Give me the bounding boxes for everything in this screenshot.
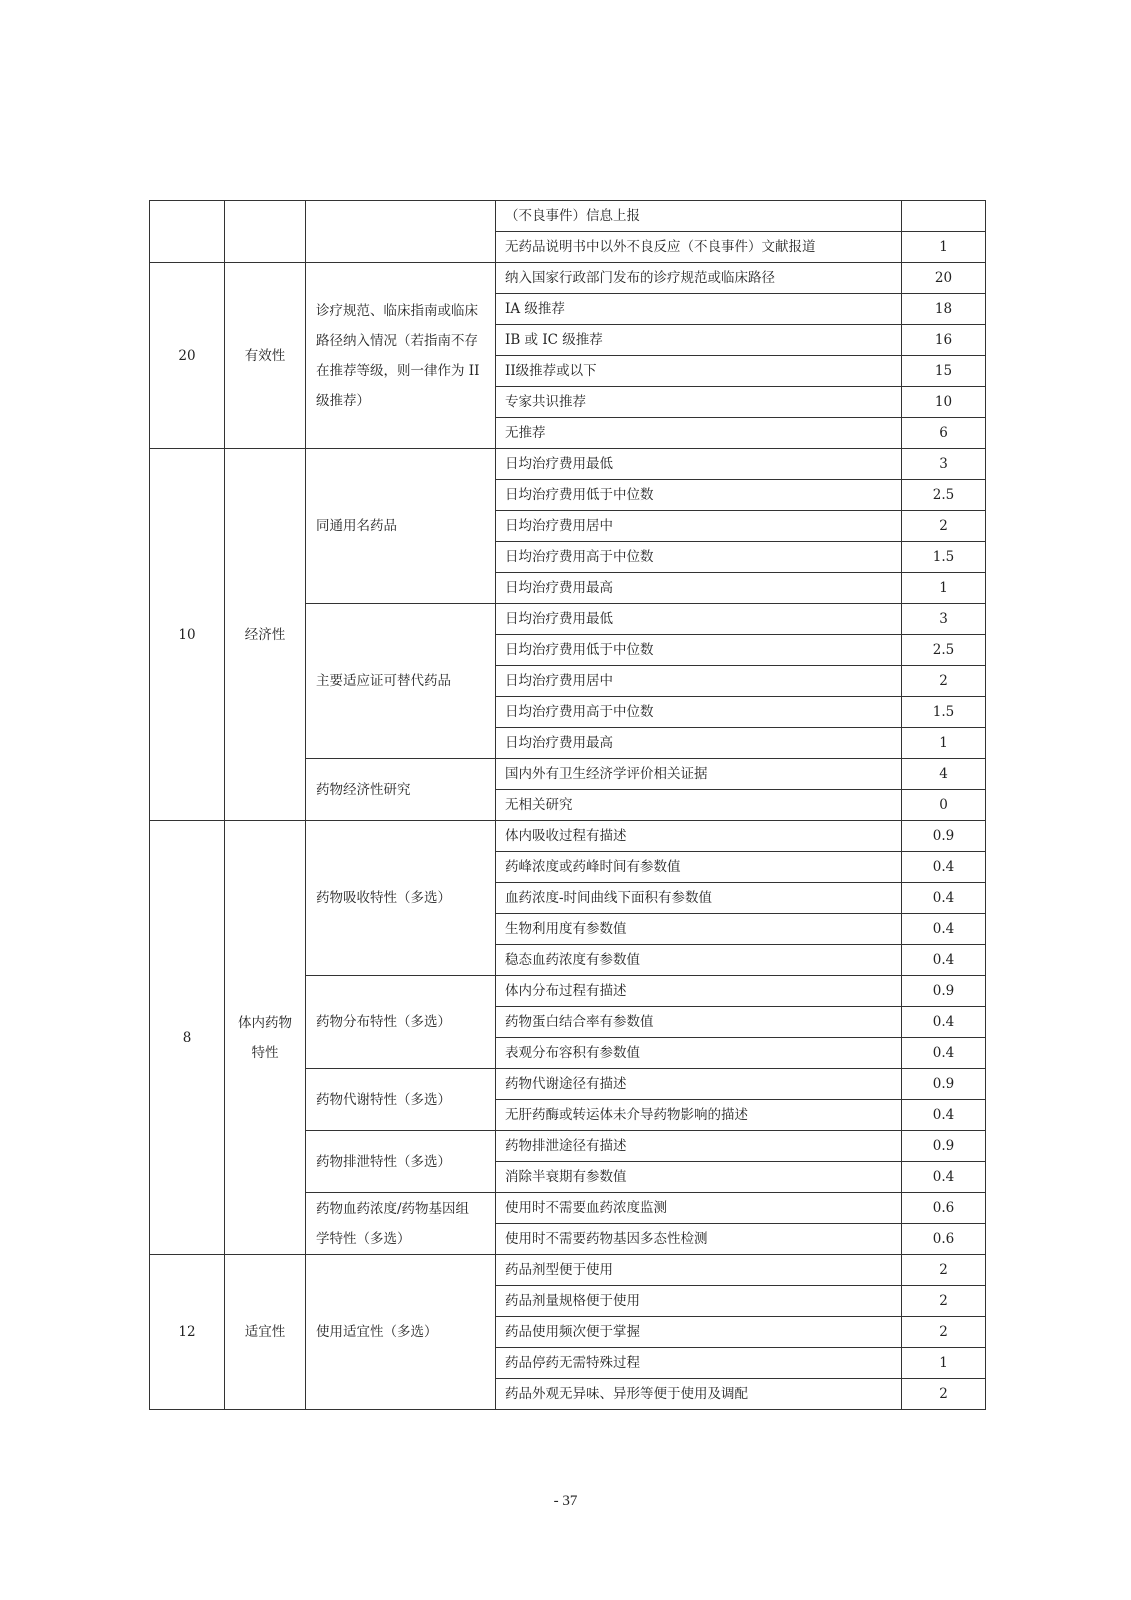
item-cell: 日均治疗费用高于中位数	[496, 697, 902, 728]
item-cell: 生物利用度有参数值	[496, 914, 902, 945]
item-cell: 使用时不需要药物基因多态性检测	[496, 1224, 902, 1255]
subcategory-cell	[306, 263, 496, 449]
category-cell: 经济性	[225, 449, 306, 821]
score-cell: 0.4	[902, 1038, 986, 1069]
category-cell	[225, 821, 306, 1255]
item-cell: 使用时不需要血药浓度监测	[496, 1193, 902, 1224]
score-cell: 1	[902, 573, 986, 604]
subcategory-line: 诊疗规范、临床指南或临床	[316, 302, 478, 319]
score-cell: 1	[902, 232, 986, 263]
score-cell: 0.9	[902, 1131, 986, 1162]
category-cell: 适宜性	[225, 1255, 306, 1410]
subcategory-cell: 同通用名药品	[306, 449, 496, 604]
score-cell: 1	[902, 728, 986, 759]
subcategory-cell: 主要适应证可替代药品	[306, 604, 496, 759]
item-cell: （不良事件）信息上报	[496, 201, 902, 232]
item-cell: 无肝药酶或转运体未介导药物影响的描述	[496, 1100, 902, 1131]
item-cell: 体内分布过程有描述	[496, 976, 902, 1007]
item-cell: 无药品说明书中以外不良反应（不良事件）文献报道	[496, 232, 902, 263]
item-cell: 无相关研究	[496, 790, 902, 821]
score-cell: 20	[902, 263, 986, 294]
subcategory-cell: 药物分布特性（多选）	[306, 976, 496, 1069]
item-cell: 药物代谢途径有描述	[496, 1069, 902, 1100]
subcategory-line: 药物血药浓度/药物基因组	[316, 1200, 470, 1217]
item-cell: IB 或 IC 级推荐	[496, 325, 902, 356]
weight-cell	[150, 201, 225, 263]
item-cell: 血药浓度-时间曲线下面积有参数值	[496, 883, 902, 914]
subcategory-line: 学特性（多选）	[316, 1230, 411, 1247]
score-cell: 1	[902, 1348, 986, 1379]
subcategory-cell	[306, 1193, 496, 1255]
item-cell: 日均治疗费用最高	[496, 573, 902, 604]
score-cell: 2	[902, 511, 986, 542]
item-cell: 表观分布容积有参数值	[496, 1038, 902, 1069]
subcategory-cell: 使用适宜性（多选）	[306, 1255, 496, 1410]
score-cell: 0.9	[902, 976, 986, 1007]
item-cell: 日均治疗费用最高	[496, 728, 902, 759]
category-line: 体内药物	[238, 1014, 292, 1031]
table-row	[150, 821, 986, 852]
item-cell: 日均治疗费用低于中位数	[496, 635, 902, 666]
score-cell: 0.9	[902, 1069, 986, 1100]
score-cell: 0.4	[902, 1007, 986, 1038]
category-cell	[225, 201, 306, 263]
score-cell: 4	[902, 759, 986, 790]
item-cell: 日均治疗费用居中	[496, 511, 902, 542]
item-cell: 药品剂量规格便于使用	[496, 1286, 902, 1317]
weight-cell: 10	[150, 449, 225, 821]
score-cell: 2	[902, 1379, 986, 1410]
score-cell: 2	[902, 1317, 986, 1348]
score-cell: 0.4	[902, 914, 986, 945]
item-cell: 药物排泄途径有描述	[496, 1131, 902, 1162]
item-cell: 药品停药无需特殊过程	[496, 1348, 902, 1379]
category-cell: 有效性	[225, 263, 306, 449]
subcategory-line: 路径纳入情况（若指南不存	[316, 332, 478, 349]
item-cell: 专家共识推荐	[496, 387, 902, 418]
score-cell: 0.4	[902, 883, 986, 914]
subcategory-cell: 药物代谢特性（多选）	[306, 1069, 496, 1131]
score-cell: 16	[902, 325, 986, 356]
score-cell: 2	[902, 1255, 986, 1286]
subcategory-cell	[306, 201, 496, 263]
item-cell: 日均治疗费用高于中位数	[496, 542, 902, 573]
score-cell: 0.4	[902, 852, 986, 883]
score-cell: 0.4	[902, 945, 986, 976]
item-cell: IA 级推荐	[496, 294, 902, 325]
item-cell: 体内吸收过程有描述	[496, 821, 902, 852]
score-cell: 3	[902, 449, 986, 480]
score-cell: 6	[902, 418, 986, 449]
category-line: 特性	[251, 1044, 279, 1061]
weight-cell: 12	[150, 1255, 225, 1410]
score-cell: 0	[902, 790, 986, 821]
item-cell: II级推荐或以下	[496, 356, 902, 387]
item-cell: 药品剂型便于使用	[496, 1255, 902, 1286]
item-cell: 日均治疗费用最低	[496, 449, 902, 480]
score-cell: 10	[902, 387, 986, 418]
score-cell: 2.5	[902, 635, 986, 666]
item-cell: 纳入国家行政部门发布的诊疗规范或临床路径	[496, 263, 902, 294]
item-cell: 稳态血药浓度有参数值	[496, 945, 902, 976]
item-cell: 药品使用频次便于掌握	[496, 1317, 902, 1348]
score-cell	[902, 201, 986, 232]
table-row	[150, 263, 986, 294]
item-cell: 消除半衰期有参数值	[496, 1162, 902, 1193]
score-cell: 18	[902, 294, 986, 325]
subcategory-cell: 药物吸收特性（多选）	[306, 821, 496, 976]
table-row	[150, 449, 986, 480]
score-cell: 2	[902, 1286, 986, 1317]
score-cell: 3	[902, 604, 986, 635]
item-cell: 无推荐	[496, 418, 902, 449]
score-cell: 2.5	[902, 480, 986, 511]
score-cell: 1.5	[902, 542, 986, 573]
item-cell: 日均治疗费用居中	[496, 666, 902, 697]
subcategory-line: 级推荐）	[316, 392, 370, 409]
subcategory-cell: 药物经济性研究	[306, 759, 496, 821]
table-row	[150, 1255, 986, 1286]
subcategory-line: 在推荐等级，则一律作为 II	[316, 362, 480, 379]
score-cell: 15	[902, 356, 986, 387]
subcategory-cell: 药物排泄特性（多选）	[306, 1131, 496, 1193]
weight-cell: 8	[150, 821, 225, 1255]
score-cell: 1.5	[902, 697, 986, 728]
item-cell: 日均治疗费用最低	[496, 604, 902, 635]
score-cell: 0.6	[902, 1193, 986, 1224]
criteria-table	[149, 200, 986, 1410]
item-cell: 药峰浓度或药峰时间有参数值	[496, 852, 902, 883]
score-cell: 0.6	[902, 1224, 986, 1255]
score-cell: 0.9	[902, 821, 986, 852]
score-cell: 0.4	[902, 1162, 986, 1193]
item-cell: 国内外有卫生经济学评价相关证据	[496, 759, 902, 790]
score-cell: 0.4	[902, 1100, 986, 1131]
page-number: - 37	[553, 1493, 578, 1509]
weight-cell: 20	[150, 263, 225, 449]
item-cell: 药物蛋白结合率有参数值	[496, 1007, 902, 1038]
item-cell: 日均治疗费用低于中位数	[496, 480, 902, 511]
score-cell: 2	[902, 666, 986, 697]
table-row	[150, 201, 986, 232]
item-cell: 药品外观无异味、异形等便于使用及调配	[496, 1379, 902, 1410]
